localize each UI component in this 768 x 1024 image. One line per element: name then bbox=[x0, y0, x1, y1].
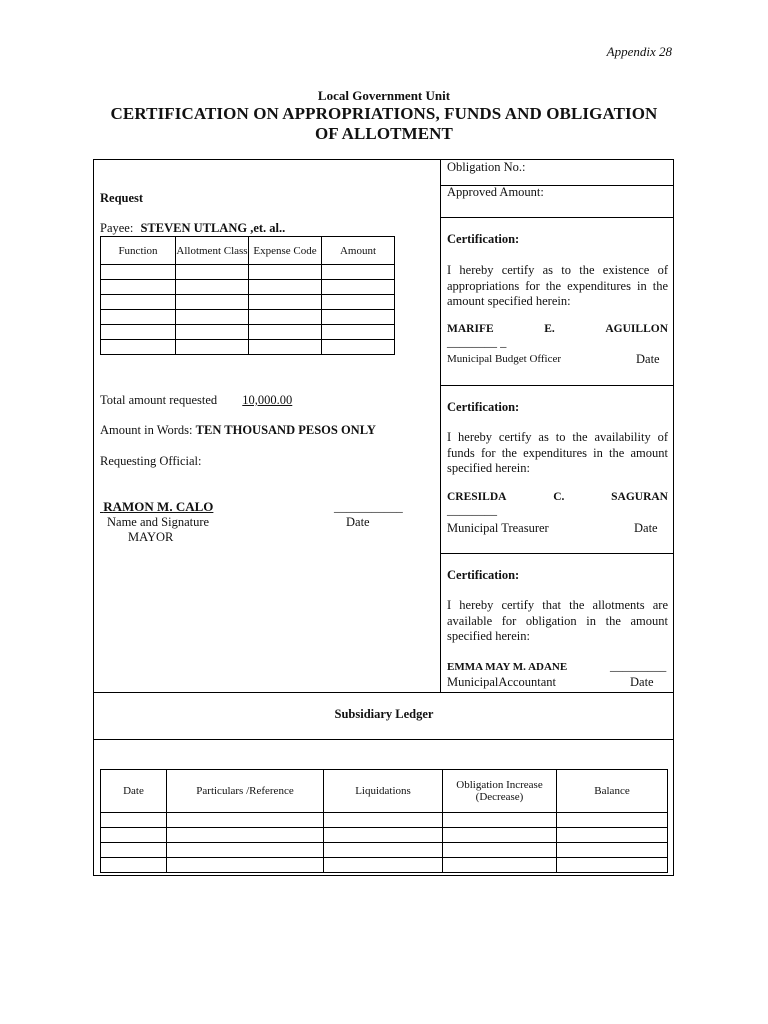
ledger-header: Particulars /Reference bbox=[167, 770, 324, 813]
divider bbox=[94, 692, 674, 693]
table-cell[interactable] bbox=[249, 340, 322, 355]
amount-words-row bbox=[100, 423, 376, 438]
ledger-header: Date bbox=[101, 770, 167, 813]
table-cell[interactable] bbox=[101, 828, 167, 843]
table-cell[interactable] bbox=[101, 265, 176, 280]
payee-row bbox=[100, 221, 285, 236]
table-row bbox=[101, 325, 395, 340]
form-frame bbox=[93, 159, 674, 876]
table-cell[interactable] bbox=[322, 265, 395, 280]
table-row bbox=[101, 295, 395, 310]
table-cell[interactable] bbox=[322, 340, 395, 355]
amount-words-value: TEN THOUSAND PESOS ONLY bbox=[195, 423, 376, 437]
table-cell[interactable] bbox=[443, 813, 557, 828]
table-header-row bbox=[101, 237, 395, 265]
table-cell[interactable] bbox=[176, 265, 249, 280]
cert1-text: I hereby certify as to the existence of appropriations for the expenditures in the amount specified herein: bbox=[447, 263, 668, 308]
table-cell[interactable] bbox=[322, 325, 395, 340]
name-part: MARIFE bbox=[447, 323, 494, 335]
document-title bbox=[90, 104, 678, 144]
requesting-official-name: RAMON M. CALO bbox=[103, 499, 214, 514]
total-amount-value: 10,000.00 bbox=[242, 393, 293, 407]
table-row bbox=[101, 858, 668, 873]
table-cell[interactable] bbox=[557, 813, 668, 828]
table-cell[interactable] bbox=[176, 340, 249, 355]
table-cell[interactable] bbox=[101, 813, 167, 828]
name-part: CRESILDA bbox=[447, 491, 507, 503]
table-cell[interactable] bbox=[443, 843, 557, 858]
total-amount-row bbox=[100, 393, 292, 408]
table-cell[interactable] bbox=[557, 828, 668, 843]
cert2-date: Date bbox=[634, 521, 658, 535]
name-part: C. bbox=[553, 491, 565, 503]
approved-amount-label: Approved Amount: bbox=[447, 185, 544, 199]
ledger-header-row bbox=[101, 770, 668, 813]
table-row bbox=[101, 310, 395, 325]
divider bbox=[440, 217, 674, 218]
table-cell[interactable] bbox=[249, 280, 322, 295]
table-cell[interactable] bbox=[176, 295, 249, 310]
table-cell[interactable] bbox=[322, 310, 395, 325]
name-part: SAGURAN bbox=[611, 491, 668, 503]
ledger-header: Liquidations bbox=[324, 770, 443, 813]
table-cell[interactable] bbox=[167, 858, 324, 873]
cert1-signatory-name bbox=[447, 323, 668, 335]
cert2-underline: ________ bbox=[447, 503, 497, 517]
name-signature-label: Name and Signature bbox=[107, 515, 210, 529]
cert3-underline: _________ bbox=[610, 659, 667, 673]
table-row bbox=[101, 340, 395, 355]
title-line-1: CERTIFICATION ON APPROPRIATIONS, FUNDS AND OBLIGATION bbox=[110, 104, 658, 123]
table-cell[interactable] bbox=[167, 828, 324, 843]
table-cell[interactable] bbox=[101, 295, 176, 310]
table-cell[interactable] bbox=[557, 858, 668, 873]
table-row bbox=[101, 280, 395, 295]
total-amount-label: Total amount requested bbox=[100, 393, 218, 407]
table-header: Function bbox=[101, 237, 176, 265]
cert3-role: MunicipalAccountant bbox=[447, 675, 556, 689]
divider bbox=[94, 739, 674, 740]
table-cell[interactable] bbox=[249, 310, 322, 325]
table-cell[interactable] bbox=[322, 295, 395, 310]
table-cell[interactable] bbox=[324, 843, 443, 858]
table-cell[interactable] bbox=[101, 280, 176, 295]
ledger-header: Balance bbox=[557, 770, 668, 813]
cert2-text: I hereby certify as to the availability of funds for the expenditures in the amount specified herein: bbox=[447, 430, 668, 475]
cert1-date: Date bbox=[636, 352, 660, 366]
title-line-2: OF ALLOTMENT bbox=[314, 124, 453, 143]
requesting-date-label: Date bbox=[346, 515, 370, 529]
name-part: AGUILLON bbox=[605, 323, 668, 335]
table-cell[interactable] bbox=[101, 340, 176, 355]
official-title: MAYOR bbox=[128, 530, 174, 544]
name-part: E. bbox=[544, 323, 555, 335]
table-cell[interactable] bbox=[249, 265, 322, 280]
cert3-heading: Certification: bbox=[447, 568, 520, 582]
table-header: Allotment Class bbox=[176, 237, 249, 265]
table-cell[interactable] bbox=[324, 858, 443, 873]
table-header: Expense Code bbox=[249, 237, 322, 265]
table-cell[interactable] bbox=[176, 310, 249, 325]
ledger-table bbox=[100, 769, 668, 873]
cert2-heading: Certification: bbox=[447, 400, 520, 414]
table-cell[interactable] bbox=[101, 310, 176, 325]
cert1-role: Municipal Budget Officer bbox=[447, 353, 562, 365]
table-cell[interactable] bbox=[443, 828, 557, 843]
table-cell[interactable] bbox=[167, 843, 324, 858]
table-row bbox=[101, 828, 668, 843]
ledger-header: Obligation Increase (Decrease) bbox=[443, 770, 557, 813]
payee-value: STEVEN UTLANG ,et. al.. bbox=[140, 221, 286, 235]
table-cell[interactable] bbox=[443, 858, 557, 873]
request-table bbox=[100, 236, 395, 355]
table-cell[interactable] bbox=[101, 843, 167, 858]
cert2-role: Municipal Treasurer bbox=[447, 521, 549, 535]
cert1-heading: Certification: bbox=[447, 232, 520, 246]
table-header: Amount bbox=[322, 237, 395, 265]
divider bbox=[440, 385, 674, 386]
requesting-date-line: ___________ bbox=[334, 500, 403, 514]
table-cell[interactable] bbox=[324, 813, 443, 828]
cert1-underline: ________ _ bbox=[447, 335, 507, 349]
payee-label: Payee: bbox=[100, 221, 134, 235]
table-cell[interactable] bbox=[101, 858, 167, 873]
divider bbox=[440, 553, 674, 554]
amount-words-label: Amount in Words: bbox=[100, 423, 193, 437]
requesting-official-label: Requesting Official: bbox=[100, 454, 202, 468]
column-divider bbox=[440, 160, 441, 692]
table-row bbox=[101, 265, 395, 280]
cert3-text: I hereby certify that the allotments are available for obligation in the amount specified herein: bbox=[447, 598, 668, 643]
table-cell[interactable] bbox=[324, 828, 443, 843]
cert3-signatory-name: EMMA MAY M. ADANE bbox=[447, 661, 568, 673]
table-row bbox=[101, 843, 668, 858]
lgu-heading: Local Government Unit bbox=[317, 88, 451, 103]
table-cell[interactable] bbox=[557, 843, 668, 858]
appendix-label: Appendix 28 bbox=[606, 44, 672, 59]
table-cell[interactable] bbox=[176, 280, 249, 295]
table-cell[interactable] bbox=[322, 280, 395, 295]
table-cell[interactable] bbox=[249, 325, 322, 340]
table-row bbox=[101, 813, 668, 828]
request-heading: Request bbox=[100, 191, 144, 205]
table-cell[interactable] bbox=[101, 325, 176, 340]
table-cell[interactable] bbox=[167, 813, 324, 828]
obligation-number-label: Obligation No.: bbox=[447, 160, 526, 174]
cert2-signatory-name bbox=[447, 491, 668, 503]
ledger-heading: Subsidiary Ledger bbox=[334, 707, 434, 721]
cert3-date: Date bbox=[630, 675, 654, 689]
table-cell[interactable] bbox=[176, 325, 249, 340]
table-cell[interactable] bbox=[249, 295, 322, 310]
